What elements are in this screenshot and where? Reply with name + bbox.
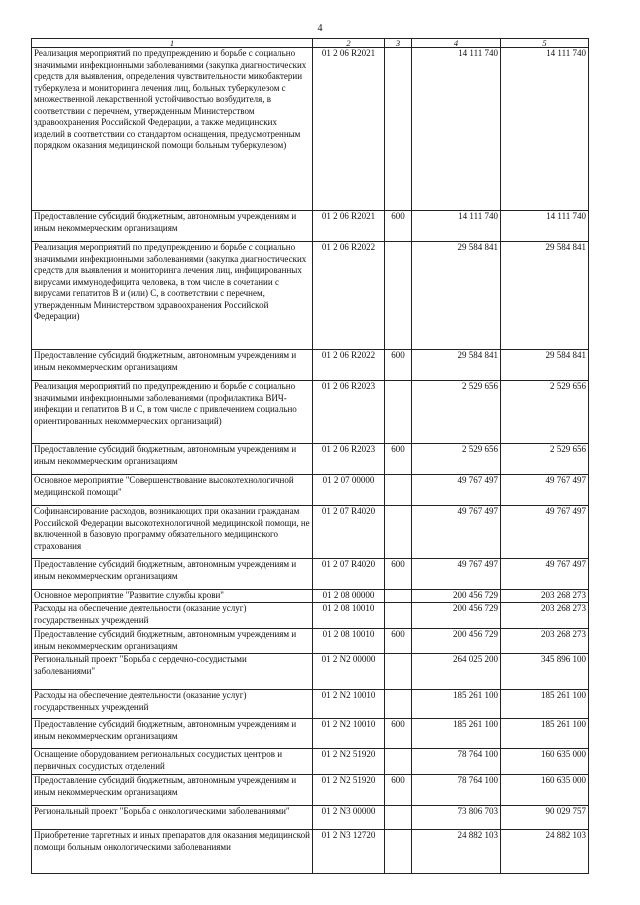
table-row (32, 806, 589, 830)
table-row (32, 475, 589, 506)
row-code-cell: 01 2 N3 12720 (313, 830, 385, 874)
row-value-2020-cell: 78 764 100 (412, 775, 501, 806)
row-value-2021-cell: 185 261 100 (501, 719, 589, 749)
row-value-2021-cell: 185 261 100 (501, 690, 589, 719)
row-group-cell: 600 (385, 775, 412, 806)
row-name-cell: Предоставление субсидий бюджетным, автономным учреждениям и иным некоммерческим организациям (32, 775, 313, 806)
row-code-cell: 01 2 N2 51920 (313, 749, 385, 775)
row-name-cell: Региональный проект "Борьба с сердечно-сосудистыми заболеваниями" (32, 654, 313, 690)
row-name-cell: Расходы на обеспечение деятельности (оказание услуг) государственных учреждений (32, 603, 313, 629)
row-group-cell: 600 (385, 444, 412, 475)
table-row (32, 381, 589, 444)
row-name-cell: Расходы на обеспечение деятельности (оказание услуг) государственных учреждений (32, 690, 313, 719)
row-value-2021-cell: 160 635 000 (501, 749, 589, 775)
row-code-cell: 01 2 06 R2022 (313, 350, 385, 381)
header-col-5: 5 (501, 39, 589, 48)
row-code-cell: 01 2 06 R2021 (313, 48, 385, 211)
row-group-cell (385, 690, 412, 719)
table-row (32, 559, 589, 590)
row-value-2021-cell: 203 268 273 (501, 590, 589, 603)
row-code-cell: 01 2 08 10010 (313, 629, 385, 654)
row-group-cell (385, 749, 412, 775)
row-value-2020-cell: 185 261 100 (412, 719, 501, 749)
budget-table (31, 38, 589, 874)
table-row (32, 719, 589, 749)
row-value-2020-cell: 14 111 740 (412, 48, 501, 211)
row-value-2020-cell: 49 767 497 (412, 506, 501, 559)
row-value-2020-cell: 24 882 103 (412, 830, 501, 874)
row-value-2021-cell: 2 529 656 (501, 381, 589, 444)
row-code-cell: 01 2 N2 10010 (313, 719, 385, 749)
table-row (32, 690, 589, 719)
header-col-4: 4 (412, 39, 501, 48)
row-group-cell: 600 (385, 719, 412, 749)
row-group-cell (385, 603, 412, 629)
row-group-cell (385, 590, 412, 603)
row-code-cell: 01 2 N2 10010 (313, 690, 385, 719)
row-code-cell: 01 2 N2 51920 (313, 775, 385, 806)
row-value-2021-cell: 345 896 100 (501, 654, 589, 690)
row-name-cell: Основное мероприятие "Развитие службы крови" (32, 590, 313, 603)
row-value-2020-cell: 2 529 656 (412, 381, 501, 444)
row-group-cell (385, 381, 412, 444)
page-number: 4 (317, 23, 323, 34)
row-code-cell: 01 2 07 00000 (313, 475, 385, 506)
row-value-2021-cell: 29 584 841 (501, 242, 589, 350)
header-col-3: 3 (385, 39, 412, 48)
table-row (32, 506, 589, 559)
table-row (32, 350, 589, 381)
row-group-cell: 600 (385, 629, 412, 654)
table-row (32, 749, 589, 775)
row-group-cell (385, 242, 412, 350)
row-code-cell: 01 2 08 10010 (313, 603, 385, 629)
row-value-2020-cell: 200 456 729 (412, 603, 501, 629)
row-name-cell: Предоставление субсидий бюджетным, автономным учреждениям и иным некоммерческим организациям (32, 444, 313, 475)
row-code-cell: 01 2 07 R4020 (313, 559, 385, 590)
table-row (32, 830, 589, 874)
row-value-2020-cell: 200 456 729 (412, 629, 501, 654)
row-value-2020-cell: 49 767 497 (412, 475, 501, 506)
row-value-2021-cell: 29 584 841 (501, 350, 589, 381)
table-header-row (32, 39, 589, 48)
row-group-cell (385, 830, 412, 874)
row-name-cell: Приобретение таргетных и иных препаратов для оказания медицинской помощи больным онкологическими заболеваниями (32, 830, 313, 874)
table-row (32, 211, 589, 242)
row-value-2021-cell: 2 529 656 (501, 444, 589, 475)
row-name-cell: Предоставление субсидий бюджетным, автономным учреждениям и иным некоммерческим организациям (32, 211, 313, 242)
row-group-cell: 600 (385, 350, 412, 381)
row-value-2020-cell: 73 806 703 (412, 806, 501, 830)
table-row (32, 775, 589, 806)
row-code-cell: 01 2 N2 00000 (313, 654, 385, 690)
table-body (32, 48, 589, 874)
row-value-2021-cell: 49 767 497 (501, 475, 589, 506)
row-value-2020-cell: 2 529 656 (412, 444, 501, 475)
row-name-cell: Региональный проект "Борьба с онкологическими заболеваниями" (32, 806, 313, 830)
table-row (32, 48, 589, 211)
row-value-2020-cell: 29 584 841 (412, 242, 501, 350)
row-value-2020-cell: 29 584 841 (412, 350, 501, 381)
row-name-cell: Основное мероприятие "Совершенствование высокотехнологичной медицинской помощи" (32, 475, 313, 506)
row-group-cell (385, 48, 412, 211)
row-name-cell: Реализация мероприятий по предупреждению и борьбе с социально значимыми инфекционными заболеваниями (закупка диагностических средств для выявления, определения чувствительности микобактерии туберкулеза и мониторинга лечения лиц, больных туберкулезом с множественной лекарственной устойчивостью возбудителя, в соответствии с перечнем, утвержденным Министерством здравоохранения Российской Федерации, а также медицинских изделий в соответствии со стандартом оснащения, предусмотренным порядком оказания медицинской помощи больным туберкулезом) (32, 48, 313, 211)
row-code-cell: 01 2 06 R2022 (313, 242, 385, 350)
row-value-2021-cell: 24 882 103 (501, 830, 589, 874)
row-name-cell: Оснащение оборудованием региональных сосудистых центров и первичных сосудистых отделений (32, 749, 313, 775)
row-name-cell: Предоставление субсидий бюджетным, автономным учреждениям и иным некоммерческим организациям (32, 350, 313, 381)
row-group-cell (385, 654, 412, 690)
row-value-2020-cell: 200 456 729 (412, 590, 501, 603)
table-row (32, 629, 589, 654)
row-value-2021-cell: 14 111 740 (501, 48, 589, 211)
row-value-2020-cell: 185 261 100 (412, 690, 501, 719)
row-value-2021-cell: 160 635 000 (501, 775, 589, 806)
row-value-2020-cell: 264 025 200 (412, 654, 501, 690)
row-name-cell: Реализация мероприятий по предупреждению и борьбе с социально значимыми инфекционными заболеваниями (закупка диагностических средств для выявления и мониторинга лечения лиц, инфицированных вирусами иммунодефицита человека, в том числе в сочетании с вирусами гепатитов В и (или) С, в соответствии с перечнем, утвержденным Министерством здравоохранения Российской Федерации) (32, 242, 313, 350)
row-name-cell: Реализация мероприятий по предупреждению и борьбе с социально значимыми инфекционными заболеваниями (профилактика ВИЧ-инфекции и гепатитов В и С, в том числе с привлечением социально ориентированных некоммерческих организаций) (32, 381, 313, 444)
row-value-2021-cell: 203 268 273 (501, 603, 589, 629)
row-code-cell: 01 2 06 R2023 (313, 444, 385, 475)
table-row (32, 603, 589, 629)
row-code-cell: 01 2 06 R2023 (313, 381, 385, 444)
table-row (32, 242, 589, 350)
header-col-2: 2 (313, 39, 385, 48)
header-col-1: 1 (32, 39, 313, 48)
row-value-2020-cell: 78 764 100 (412, 749, 501, 775)
row-group-cell: 600 (385, 211, 412, 242)
row-value-2021-cell: 90 029 757 (501, 806, 589, 830)
row-code-cell: 01 2 N3 00000 (313, 806, 385, 830)
row-group-cell (385, 506, 412, 559)
row-code-cell: 01 2 08 00000 (313, 590, 385, 603)
row-code-cell: 01 2 06 R2021 (313, 211, 385, 242)
table-row (32, 444, 589, 475)
row-value-2021-cell: 203 268 273 (501, 629, 589, 654)
row-name-cell: Предоставление субсидий бюджетным, автономным учреждениям и иным некоммерческим организациям (32, 629, 313, 654)
row-value-2021-cell: 49 767 497 (501, 559, 589, 590)
row-code-cell: 01 2 07 R4020 (313, 506, 385, 559)
row-group-cell (385, 806, 412, 830)
row-group-cell (385, 475, 412, 506)
row-value-2021-cell: 49 767 497 (501, 506, 589, 559)
row-name-cell: Софинансирование расходов, возникающих при оказании гражданам Российской Федерации высокотехнологичной медицинской помощи, не включенной в базовую программу обязательного медицинского страхования (32, 506, 313, 559)
row-name-cell: Предоставление субсидий бюджетным, автономным учреждениям и иным некоммерческим организациям (32, 719, 313, 749)
row-value-2021-cell: 14 111 740 (501, 211, 589, 242)
table-row (32, 654, 589, 690)
row-name-cell: Предоставление субсидий бюджетным, автономным учреждениям и иным некоммерческим организациям (32, 559, 313, 590)
row-value-2020-cell: 49 767 497 (412, 559, 501, 590)
row-group-cell: 600 (385, 559, 412, 590)
row-value-2020-cell: 14 111 740 (412, 211, 501, 242)
table-row (32, 590, 589, 603)
